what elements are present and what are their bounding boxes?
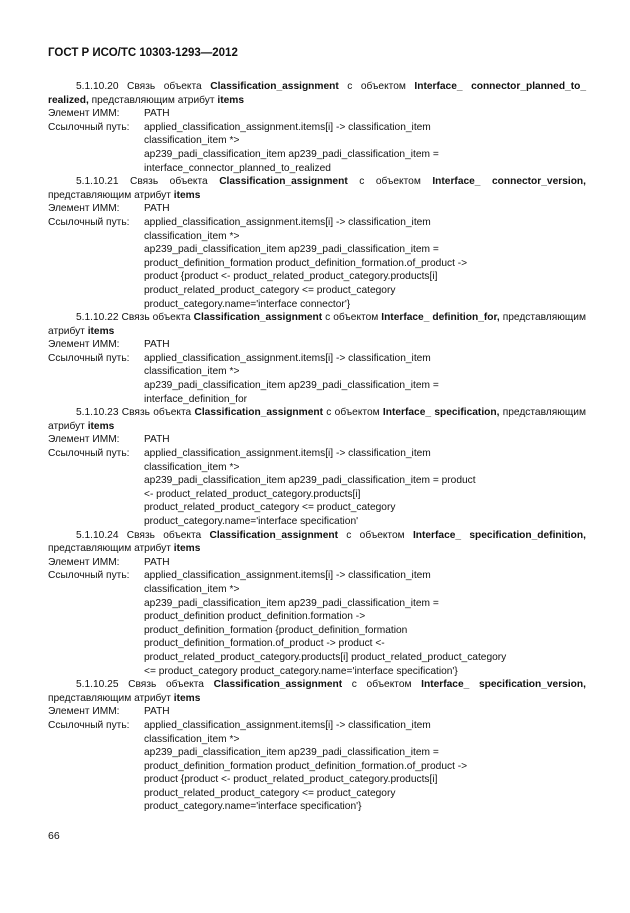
- path-label: Ссылочный путь:: [48, 121, 130, 133]
- target-entity-name: Interface_ connector_planned_to_ realized,: [48, 81, 586, 106]
- attribute-name: items: [173, 189, 201, 201]
- section-number: 5.1.10.22: [76, 312, 119, 324]
- heading-text: представляющим атрибут: [48, 407, 586, 432]
- path-row: [48, 447, 586, 461]
- element-label: Элемент ИММ:: [48, 108, 120, 120]
- path-line: ap239_padi_classification_item ap239_padi_classification_item =: [144, 747, 439, 759]
- heading-text: Связь объекта: [126, 529, 202, 541]
- mapping-section: [48, 678, 586, 814]
- section-number: 5.1.10.25: [76, 679, 119, 691]
- path-line: product_related_product_category <= product_category: [144, 787, 396, 799]
- element-row: [48, 338, 586, 352]
- attribute-name: items: [217, 94, 244, 106]
- attribute-name: items: [173, 543, 201, 555]
- section-heading: [48, 406, 586, 433]
- section-heading: [48, 80, 586, 107]
- target-entity-name: Interface_ definition_for,: [381, 312, 500, 324]
- heading-text: представляющим атрибут: [48, 543, 171, 555]
- path-line: product_category.name='interface connector'}: [144, 298, 351, 310]
- element-label: Элемент ИММ:: [48, 339, 120, 351]
- path-line: interface_connector_planned_to_realized: [144, 162, 331, 174]
- element-label: Элемент ИММ:: [48, 706, 120, 718]
- path-line: applied_classification_assignment.items[i] -> classification_item: [144, 352, 431, 364]
- path-line: classification_item *>: [144, 733, 240, 745]
- heading-text: Связь объекта: [121, 312, 191, 324]
- path-row: [48, 719, 586, 733]
- path-line: product_related_product_category.products[i] product_related_product_category: [144, 651, 507, 663]
- entity-name: Classification_assignment: [194, 407, 323, 419]
- entity-name: Classification_assignment: [193, 312, 323, 324]
- section-heading: [48, 678, 586, 705]
- element-row: [48, 705, 586, 719]
- heading-text: с объектом: [347, 81, 406, 92]
- element-value: PATH: [144, 706, 170, 718]
- section-number: 5.1.10.20: [76, 81, 119, 92]
- target-entity-name: Interface_ specification,: [382, 407, 500, 419]
- element-value: PATH: [144, 556, 170, 568]
- path-line: applied_classification_assignment.items[i] -> classification_item: [144, 448, 431, 460]
- path-row: [48, 216, 586, 230]
- entity-name: Classification_assignment: [219, 176, 348, 188]
- path-label: Ссылочный путь:: [48, 570, 130, 582]
- heading-text: Связь объекта: [128, 679, 204, 691]
- path-label: Ссылочный путь:: [48, 448, 130, 460]
- heading-text: представляющим атрибут: [91, 94, 215, 106]
- element-value: PATH: [144, 339, 170, 351]
- heading-text: с объектом: [359, 176, 421, 188]
- path-line: applied_classification_assignment.items[i] -> classification_item: [144, 570, 431, 582]
- path-line: product_category.name='interface specification'}: [144, 801, 362, 813]
- element-value: PATH: [144, 203, 170, 215]
- heading-text: Связь объекта: [130, 176, 208, 188]
- path-line: ap239_padi_classification_item ap239_padi_classification_item =: [144, 597, 439, 609]
- element-label: Элемент ИММ:: [48, 203, 120, 215]
- path-line: classification_item *>: [144, 135, 240, 147]
- target-entity-name: Interface_ specification_definition,: [412, 529, 586, 541]
- element-row: [48, 556, 586, 570]
- section-heading: [48, 311, 586, 338]
- path-line: ap239_padi_classification_item ap239_padi_classification_item = product: [144, 475, 476, 487]
- heading-text: с объектом: [326, 407, 380, 419]
- entity-name: Classification_assignment: [210, 81, 339, 92]
- heading-text: с объектом: [346, 529, 405, 541]
- page-number: 66: [48, 830, 60, 842]
- section-number: 5.1.10.24: [76, 529, 119, 541]
- heading-text: представляющим атрибут: [48, 189, 171, 201]
- path-label: Ссылочный путь:: [48, 216, 130, 228]
- document-body: [48, 80, 586, 814]
- path-line: product_related_product_category <= product_category: [144, 284, 396, 296]
- path-line: <= product_category product_category.name='interface specification'}: [144, 665, 458, 677]
- document-header: ГОСТ Р ИСО/ТС 10303-1293—2012: [48, 47, 238, 59]
- attribute-name: items: [173, 692, 201, 704]
- element-label: Элемент ИММ:: [48, 556, 120, 568]
- mapping-section: [48, 529, 586, 679]
- section-number: 5.1.10.21: [76, 176, 119, 188]
- path-row: [48, 121, 586, 135]
- path-label: Ссылочный путь:: [48, 719, 130, 731]
- path-line: product_category.name='interface specification': [144, 516, 359, 527]
- mapping-section: [48, 175, 586, 311]
- path-label: Ссылочный путь:: [48, 352, 130, 364]
- mapping-section: [48, 80, 586, 175]
- entity-name: Classification_assignment: [209, 529, 339, 541]
- element-value: PATH: [144, 434, 170, 446]
- path-line: classification_item *>: [144, 461, 240, 473]
- heading-text: представляющим атрибут: [48, 692, 171, 704]
- path-line: product {product <- product_related_product_category.products[i]: [144, 271, 438, 283]
- heading-text: Связь объекта: [127, 81, 202, 92]
- target-entity-name: Interface_ connector_version,: [432, 176, 586, 188]
- attribute-name: items: [87, 420, 115, 432]
- attribute-name: items: [87, 325, 115, 337]
- path-line: applied_classification_assignment.items[i] -> classification_item: [144, 216, 431, 228]
- path-line: product {product <- product_related_product_category.products[i]: [144, 774, 438, 786]
- heading-text: с объектом: [325, 312, 379, 324]
- path-line: <- product_related_product_category.products[i]: [144, 488, 361, 500]
- mapping-section: [48, 311, 586, 406]
- path-line: product_definition_formation {product_definition_formation: [144, 624, 408, 636]
- path-line: applied_classification_assignment.items[i] -> classification_item: [144, 719, 431, 731]
- element-label: Элемент ИММ:: [48, 434, 120, 446]
- path-line: ap239_padi_classification_item ap239_padi_classification_item =: [144, 244, 439, 256]
- entity-name: Classification_assignment: [213, 679, 343, 691]
- path-line: classification_item *>: [144, 583, 240, 595]
- target-entity-name: Interface_ specification_version,: [421, 679, 586, 691]
- path-line: ap239_padi_classification_item ap239_padi_classification_item =: [144, 148, 439, 160]
- path-line: classification_item *>: [144, 230, 240, 242]
- path-line: interface_definition_for: [144, 393, 248, 405]
- heading-text: Связь объекта: [121, 407, 192, 419]
- path-line: product_definition_formation.of_product -> product <-: [144, 638, 385, 650]
- path-line: applied_classification_assignment.items[i] -> classification_item: [144, 121, 431, 133]
- path-line: product_definition_formation product_definition_formation.of_product ->: [144, 257, 468, 269]
- path-line: product_definition product_definition.formation ->: [144, 611, 366, 623]
- path-row: [48, 569, 586, 583]
- heading-text: представляющим атрибут: [48, 312, 586, 337]
- element-value: PATH: [144, 108, 170, 120]
- mapping-section: [48, 406, 586, 528]
- heading-text: с объектом: [351, 679, 412, 691]
- path-line: product_related_product_category <= product_category: [144, 502, 396, 514]
- section-heading: [48, 175, 586, 202]
- path-row: [48, 352, 586, 366]
- element-row: [48, 202, 586, 216]
- element-row: [48, 433, 586, 447]
- element-row: [48, 107, 586, 121]
- path-line: classification_item *>: [144, 366, 240, 378]
- section-heading: [48, 529, 586, 556]
- path-line: ap239_padi_classification_item ap239_padi_classification_item =: [144, 380, 439, 392]
- path-line: product_definition_formation product_definition_formation.of_product ->: [144, 760, 468, 772]
- section-number: 5.1.10.23: [76, 407, 119, 419]
